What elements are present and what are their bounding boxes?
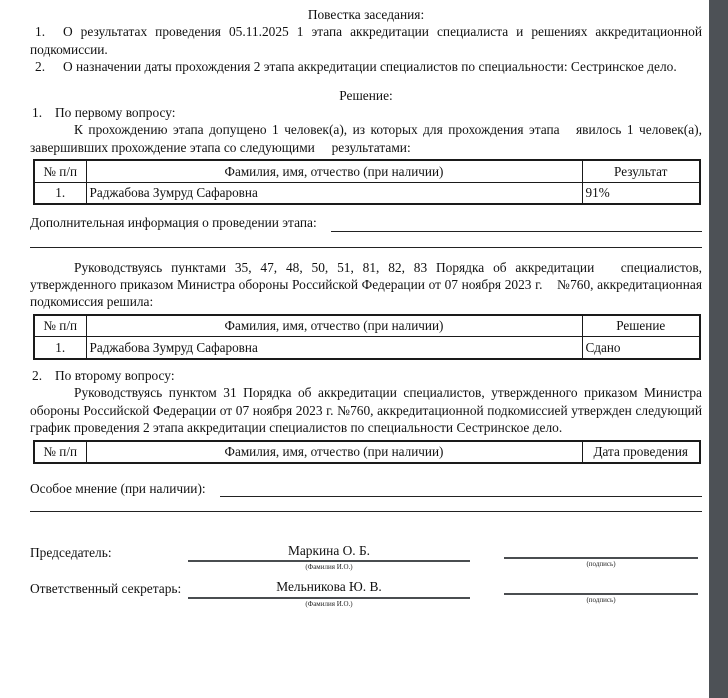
agenda-item-1	[30, 23, 702, 58]
signature-row-chairman	[30, 542, 702, 572]
ruling-paragraph: Руководствуясь пунктами 35, 47, 48, 50, 51, 81, 82, 83 Порядка об аккредитации специалистов, утвержденного приказом Министра обороны Российской Федерации от 07 ноября 2023 г. №760, аккредитационная подкомиссия решила:	[30, 259, 702, 310]
additional-info-blank-line	[331, 217, 702, 232]
decision-table	[33, 314, 701, 360]
results-table-header-result: Результат	[582, 160, 700, 182]
dissent-blank-line-2	[30, 511, 702, 512]
question-2-paragraph: Руководствуясь пунктом 31 Порядка об аккредитации специалистов, утвержденного приказом Министра обороны Российской Федерации от 07 ноября 2023 г. №760, аккредитационной подкомиссией утвержден следующий график проведения 2 этапа аккредитации специалистов по специальности Сестринское дело.	[30, 385, 702, 436]
question-1-number: 1.	[32, 105, 43, 121]
secretary-signature-caption: (подпись)	[586, 596, 616, 605]
dissent-label: Особое мнение (при наличии):	[30, 480, 206, 496]
document-body	[30, 0, 702, 615]
dissent-blank-line	[220, 482, 702, 497]
decision-table-row-1	[34, 337, 700, 359]
results-table-header-row	[34, 160, 700, 182]
chairman-signature-line	[504, 542, 698, 559]
signatures-block	[30, 542, 702, 609]
question-2-heading-text: По второму вопросу:	[55, 367, 175, 383]
secretary-name-block	[188, 578, 470, 608]
secretary-role-label: Ответственный секретарь:	[30, 581, 182, 597]
chairman-name: Маркина О. Б.	[188, 542, 470, 562]
chairman-signature-block	[504, 542, 698, 569]
results-table	[33, 159, 701, 205]
chairman-role-label: Председатель:	[30, 544, 112, 560]
decision-table-header-row	[34, 315, 700, 337]
results-table-header-num: № п/п	[34, 160, 86, 182]
results-row-1-result: 91%	[582, 182, 700, 204]
agenda-item-2	[30, 58, 702, 75]
schedule-table-header-name: Фамилия, имя, отчество (при наличии)	[86, 441, 582, 463]
secretary-name: Мельникова Ю. В.	[188, 578, 470, 598]
schedule-table-header-num: № п/п	[34, 441, 86, 463]
results-row-1-name: Раджабова Зумруд Сафаровна	[86, 182, 582, 204]
agenda-item-1-number: 1.	[35, 24, 46, 40]
agenda-item-1-text: О результатах проведения 05.11.2025 1 этапа аккредитации специалиста и решениях аккредитационной подкомиссии.	[30, 24, 702, 57]
question-2-heading	[30, 367, 702, 384]
chairman-name-caption: (Фамилия И.О.)	[305, 563, 353, 572]
secretary-signature-line	[504, 578, 698, 595]
signature-row-secretary	[30, 578, 702, 608]
decision-row-1-decision: Сдано	[582, 337, 700, 359]
agenda-title: Повестка заседания:	[307, 7, 425, 22]
results-table-row-1	[34, 182, 700, 204]
decision-title: Решение:	[339, 87, 393, 103]
decision-row-1-num: 1.	[34, 337, 86, 359]
question-1-heading-text: По первому вопросу:	[55, 105, 176, 121]
results-table-header-name: Фамилия, имя, отчество (при наличии)	[86, 160, 582, 182]
viewer-side-band	[709, 0, 728, 698]
dissent-row	[30, 480, 702, 497]
decision-table-header-num: № п/п	[34, 315, 86, 337]
results-row-1-num: 1.	[34, 182, 86, 204]
chairman-name-block	[188, 542, 470, 572]
agenda-item-2-number: 2.	[35, 59, 46, 75]
schedule-table	[33, 440, 701, 464]
question-1-heading	[30, 104, 702, 121]
secretary-signature-block	[504, 578, 698, 605]
chairman-signature-caption: (подпись)	[586, 559, 616, 568]
additional-info-label: Дополнительная информация о проведении этапа:	[30, 215, 317, 231]
schedule-table-header-date: Дата проведения	[582, 441, 700, 463]
decision-table-header-decision: Решение	[582, 315, 700, 337]
decision-table-header-name: Фамилия, имя, отчество (при наличии)	[86, 315, 582, 337]
question-1-paragraph: К прохождению этапа допущено 1 человек(а), из которых для прохождения этапа явилось 1 человек(а), завершивших прохождение этапа со следующими результатами:	[30, 122, 702, 155]
decision-row-1-name: Раджабова Зумруд Сафаровна	[86, 337, 582, 359]
additional-info-row	[30, 214, 702, 231]
schedule-table-header-row	[34, 441, 700, 463]
agenda-item-2-text: О назначении даты прохождения 2 этапа аккредитации специалистов по специальности: Сестринское дело.	[63, 59, 677, 75]
additional-info-blank-line-2	[30, 247, 702, 248]
question-2-number: 2.	[32, 367, 43, 383]
secretary-name-caption: (Фамилия И.О.)	[305, 599, 353, 608]
